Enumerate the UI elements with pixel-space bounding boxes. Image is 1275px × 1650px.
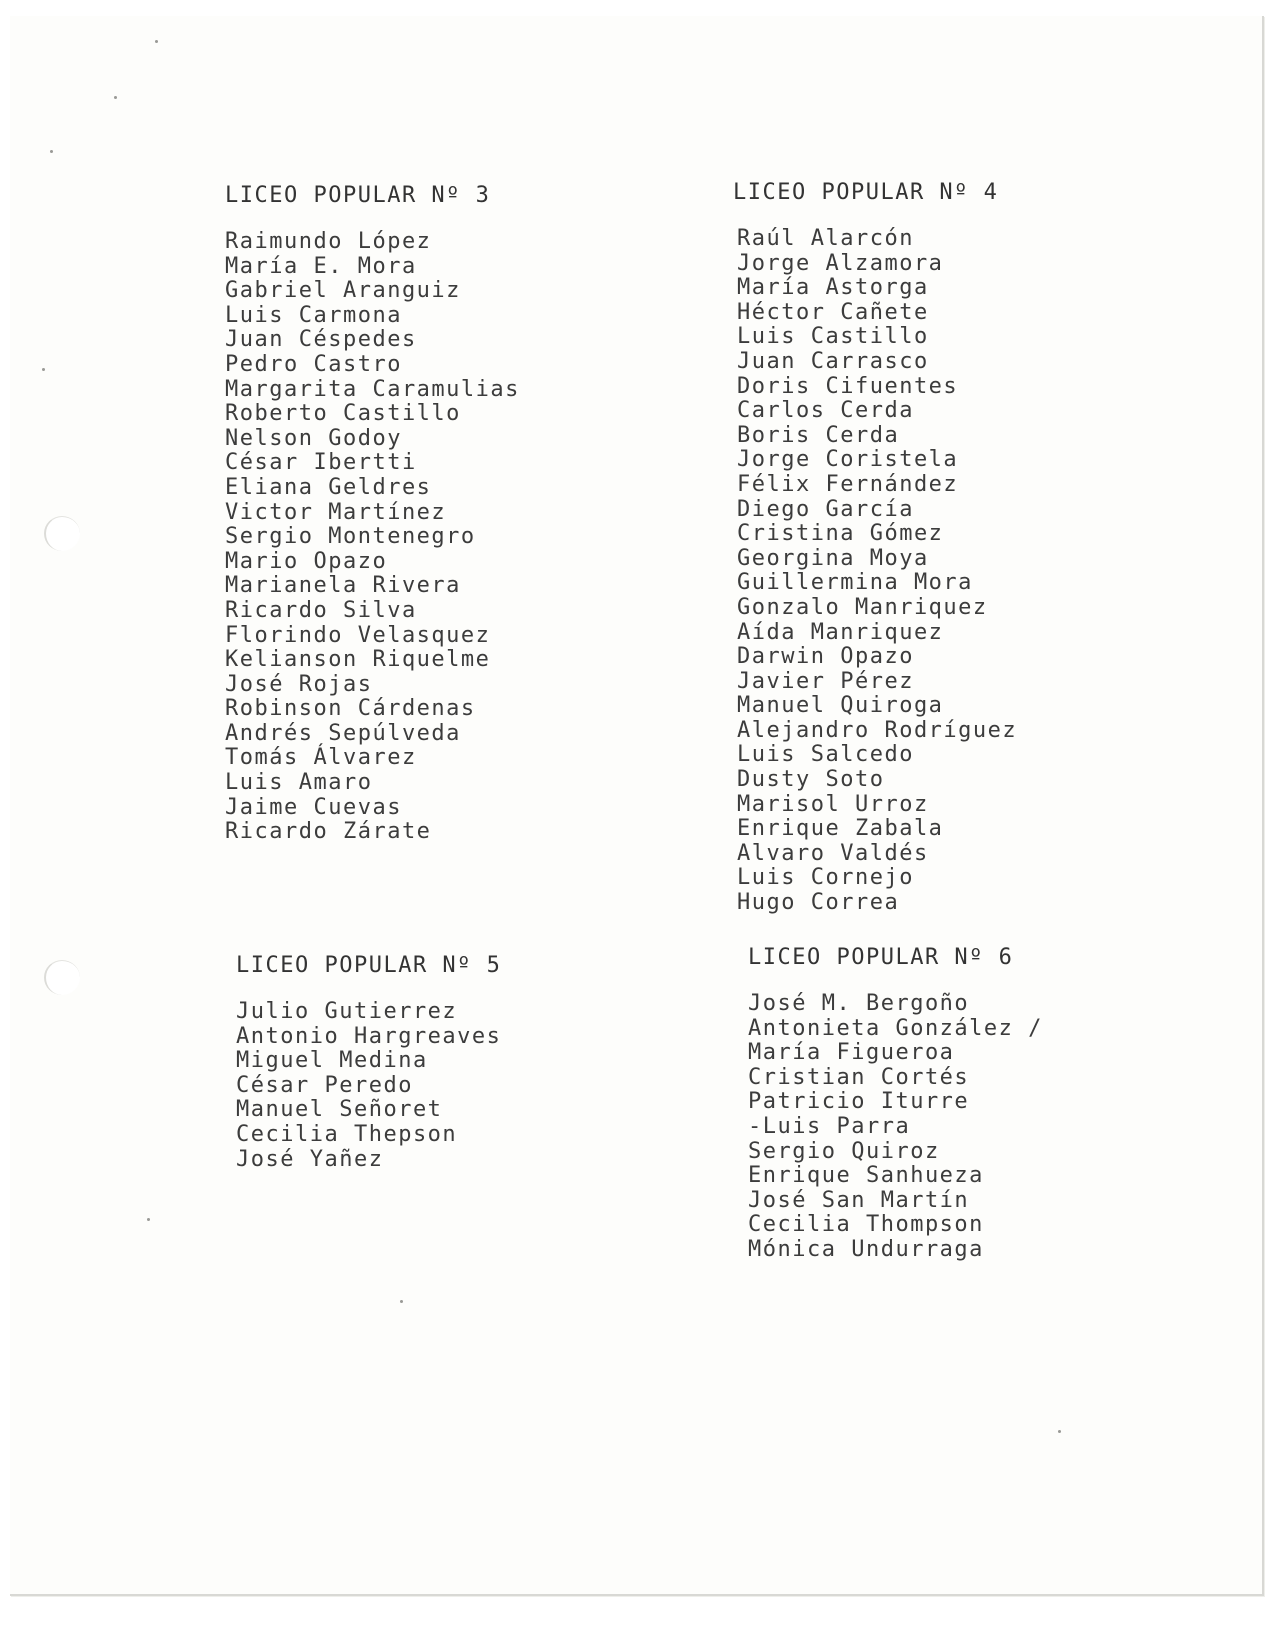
document-page bbox=[10, 16, 1264, 1596]
name-entry: Mario Opazo bbox=[225, 548, 388, 574]
punch-hole bbox=[44, 960, 80, 995]
name-entry: Luis Cornejo bbox=[737, 865, 914, 891]
name-entry: Javier Pérez bbox=[737, 668, 914, 694]
paper-speck bbox=[50, 150, 53, 153]
name-entry: Julio Gutierrez bbox=[236, 999, 458, 1024]
name-entry: Carlos Cerda bbox=[737, 398, 914, 424]
name-entry: Doris Cifuentes bbox=[737, 373, 959, 399]
section-liceo-5 bbox=[236, 953, 501, 1172]
section-heading: LICEO POPULAR Nº 3 bbox=[225, 183, 491, 208]
name-list bbox=[748, 992, 1043, 1263]
name-entry: Raimundo López bbox=[225, 229, 432, 254]
section-heading: LICEO POPULAR Nº 4 bbox=[733, 180, 999, 205]
name-entry: Gonzalo Manriquez bbox=[737, 594, 988, 620]
name-entry: Jorge Coristela bbox=[737, 447, 959, 473]
name-entry: Aída Manriquez bbox=[737, 619, 944, 645]
paper-speck bbox=[114, 96, 117, 99]
name-entry: Luis Carmona bbox=[225, 302, 402, 328]
name-entry: Alvaro Valdés bbox=[737, 840, 929, 866]
name-entry: José Rojas bbox=[225, 671, 373, 697]
name-entry: Juan Céspedes bbox=[225, 327, 417, 353]
paper-speck bbox=[42, 368, 45, 371]
name-entry: Antonieta González / bbox=[748, 1015, 1043, 1041]
section-liceo-3 bbox=[225, 183, 520, 845]
name-entry: Raúl Alarcón bbox=[737, 226, 914, 251]
name-entry: Margarita Caramulias bbox=[225, 376, 520, 402]
paper-speck bbox=[400, 1300, 403, 1303]
name-entry: Guillermina Mora bbox=[737, 570, 973, 596]
name-entry: Marianela Rivera bbox=[225, 573, 461, 599]
name-entry: Ricardo Zárate bbox=[225, 819, 432, 845]
name-entry: Manuel Quiroga bbox=[737, 693, 944, 719]
name-list bbox=[236, 1000, 501, 1172]
name-entry: José Yañez bbox=[236, 1146, 384, 1172]
name-entry: Eliana Geldres bbox=[225, 474, 432, 500]
punch-hole bbox=[44, 516, 80, 551]
section-liceo-4 bbox=[733, 180, 1017, 916]
name-entry: María Figueroa bbox=[748, 1040, 955, 1066]
name-entry: Sergio Montenegro bbox=[225, 524, 476, 550]
name-entry: Manuel Señoret bbox=[236, 1097, 443, 1123]
name-entry: Luis Amaro bbox=[225, 770, 373, 796]
section-liceo-6 bbox=[748, 945, 1043, 1263]
name-entry: Georgina Moya bbox=[737, 545, 929, 571]
name-list bbox=[225, 230, 520, 845]
name-entry: Tomás Álvarez bbox=[225, 745, 417, 771]
name-entry: María Astorga bbox=[737, 275, 929, 301]
name-entry: Miguel Medina bbox=[236, 1048, 428, 1074]
name-entry: José M. Bergoño bbox=[748, 991, 970, 1016]
section-heading: LICEO POPULAR Nº 6 bbox=[748, 945, 1014, 970]
name-entry: Ricardo Silva bbox=[225, 597, 417, 623]
name-entry: Darwin Opazo bbox=[737, 644, 914, 670]
name-entry: Patricio Iturre bbox=[748, 1089, 970, 1115]
paper-speck bbox=[1058, 1430, 1061, 1433]
name-entry: Dusty Soto bbox=[737, 767, 885, 793]
name-entry: Antonio Hargreaves bbox=[236, 1023, 502, 1049]
name-entry: César Ibertti bbox=[225, 450, 417, 476]
name-entry: Andrés Sepúlveda bbox=[225, 720, 461, 746]
name-entry: Enrique Sanhueza bbox=[748, 1163, 984, 1189]
name-entry: Hugo Correa bbox=[737, 890, 900, 916]
name-entry: Luis Castillo bbox=[737, 324, 929, 350]
name-entry: Juan Carrasco bbox=[737, 348, 929, 374]
name-entry: Sergio Quiroz bbox=[748, 1138, 940, 1164]
name-entry: Boris Cerda bbox=[737, 422, 900, 448]
name-entry: Cristian Cortés bbox=[748, 1064, 970, 1090]
name-entry: Victor Martínez bbox=[225, 499, 447, 525]
name-entry: Cristina Gómez bbox=[737, 521, 944, 547]
name-entry: María E. Mora bbox=[225, 253, 417, 279]
name-entry: Jorge Alzamora bbox=[737, 250, 944, 276]
name-entry: Félix Fernández bbox=[737, 471, 959, 497]
name-entry: Enrique Zabala bbox=[737, 816, 944, 842]
name-entry: Florindo Velasquez bbox=[225, 622, 491, 648]
name-entry: Jaime Cuevas bbox=[225, 794, 402, 820]
name-entry: Mónica Undurraga bbox=[748, 1236, 984, 1262]
name-entry: Alejandro Rodríguez bbox=[737, 717, 1018, 743]
name-entry: Roberto Castillo bbox=[225, 401, 461, 427]
name-entry: Luis Salcedo bbox=[737, 742, 914, 768]
name-entry: Kelianson Riquelme bbox=[225, 647, 491, 673]
name-entry: Cecilia Thepson bbox=[236, 1121, 458, 1147]
name-entry: Robinson Cárdenas bbox=[225, 696, 476, 722]
name-entry: Cecilia Thompson bbox=[748, 1212, 984, 1238]
name-entry: Gabriel Aranguiz bbox=[225, 278, 461, 304]
name-list bbox=[737, 227, 1017, 916]
name-entry: Diego García bbox=[737, 496, 914, 522]
name-entry: Marisol Urroz bbox=[737, 791, 929, 817]
name-entry: -Luis Parra bbox=[748, 1113, 911, 1139]
name-entry: José San Martín bbox=[748, 1187, 970, 1213]
paper-speck bbox=[147, 1218, 150, 1221]
name-entry: Nelson Godoy bbox=[225, 425, 402, 451]
name-entry: Pedro Castro bbox=[225, 351, 402, 377]
name-entry: Héctor Cañete bbox=[737, 299, 929, 325]
name-entry: César Peredo bbox=[236, 1072, 413, 1098]
paper-speck bbox=[155, 40, 158, 43]
section-heading: LICEO POPULAR Nº 5 bbox=[236, 953, 502, 978]
